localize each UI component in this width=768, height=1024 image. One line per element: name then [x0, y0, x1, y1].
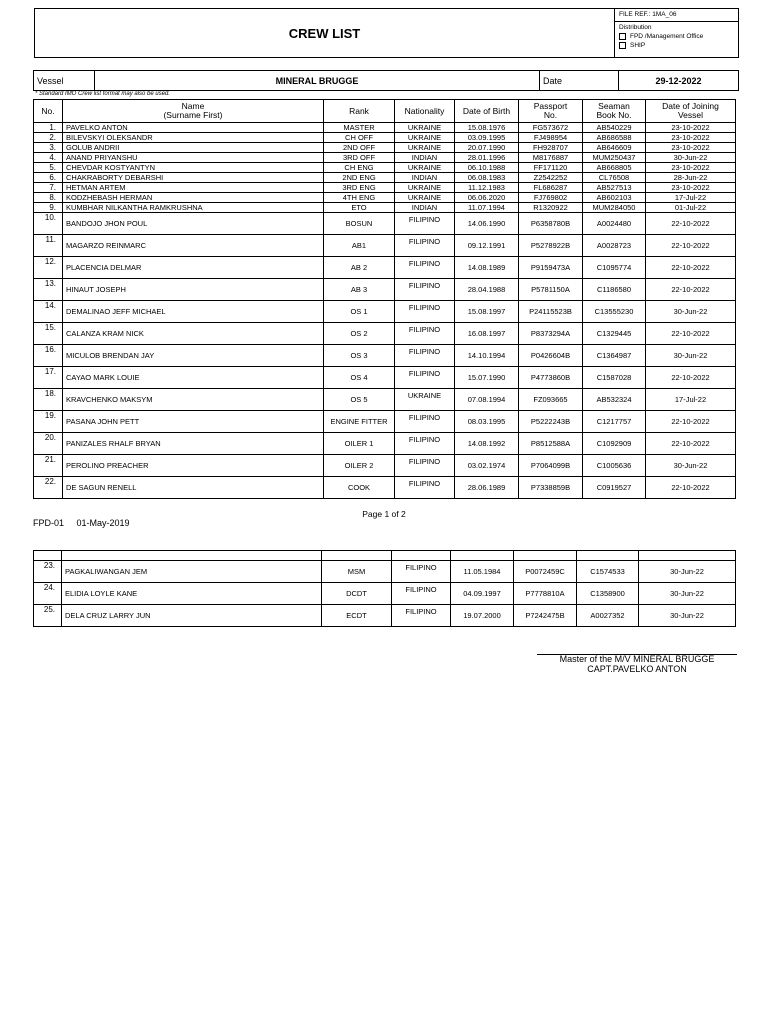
crew-name: KUMBHAR NILKANTHA RAMKRUSHNA: [63, 203, 324, 213]
checkbox-icon[interactable]: [619, 33, 626, 40]
crew-seaman-book: AB602103: [583, 193, 646, 203]
crew-passport: P0072459C: [514, 561, 577, 583]
crew-name: PASANA JOHN PETT: [63, 411, 324, 433]
crew-nationality: FILIPINO: [392, 583, 451, 605]
crew-seaman-book: AB540229: [583, 123, 646, 133]
crew-joining-date: 30-Jun-22: [646, 301, 736, 323]
crew-dob: 03.09.1995: [455, 133, 519, 143]
form-code: FPD-01: [33, 518, 65, 528]
table-row: [34, 235, 736, 257]
row-number: 14.: [34, 301, 63, 323]
file-ref: FILE REF.: 1MA_06: [615, 9, 739, 22]
crew-nationality: FILIPINO: [395, 345, 455, 367]
table-row: [34, 153, 736, 163]
crew-rank: 2ND OFF: [324, 143, 395, 153]
crew-nationality: INDIAN: [395, 153, 455, 163]
crew-rank: MASTER: [324, 123, 395, 133]
crew-dob: 19.07.2000: [451, 605, 514, 627]
crew-joining-date: 23-10-2022: [646, 163, 736, 173]
crew-nationality: FILIPINO: [395, 301, 455, 323]
crew-dob: 15.08.1997: [455, 301, 519, 323]
crew-dob: 16.08.1997: [455, 323, 519, 345]
imo-note: * Standard IMO Crew list format may also be used.: [35, 91, 171, 97]
date-value: 29-12-2022: [619, 71, 739, 91]
crew-passport: P4773860B: [519, 367, 583, 389]
crew-dob: 04.09.1997: [451, 583, 514, 605]
table-row: [34, 203, 736, 213]
crew-passport: P7064099B: [519, 455, 583, 477]
crew-dob: 03.02.1974: [455, 455, 519, 477]
crew-nationality: FILIPINO: [395, 213, 455, 235]
crew-name: BANDOJO JHON POUL: [63, 213, 324, 235]
crew-dob: 14.08.1989: [455, 257, 519, 279]
crew-seaman-book: C1587028: [583, 367, 646, 389]
table-row: [34, 163, 736, 173]
file-ref-box: [615, 9, 739, 57]
col-joining-date: Date of Joining Vessel: [646, 100, 736, 123]
crew-joining-date: 30-Jun-22: [646, 345, 736, 367]
document-header: [34, 8, 739, 58]
crew-dob: 15.07.1990: [455, 367, 519, 389]
distribution-option-fpd[interactable]: FPD /Management Office: [619, 33, 735, 42]
crew-dob: 06.10.1988: [455, 163, 519, 173]
table-row: [34, 143, 736, 153]
crew-seaman-book: A0027352: [577, 605, 639, 627]
crew-nationality: INDIAN: [395, 173, 455, 183]
crew-passport: R1320922: [519, 203, 583, 213]
row-number: 1.: [34, 123, 63, 133]
crew-passport: FH928707: [519, 143, 583, 153]
crew-passport: P0426604B: [519, 345, 583, 367]
crew-name: PANIZALES RHALF BRYAN: [63, 433, 324, 455]
crew-dob: 28.01.1996: [455, 153, 519, 163]
crew-name: ELIDIA LOYLE KANE: [62, 583, 322, 605]
crew-passport: P5278922B: [519, 235, 583, 257]
table-row: [34, 183, 736, 193]
crew-nationality: UKRAINE: [395, 389, 455, 411]
crew-joining-date: 22-10-2022: [646, 433, 736, 455]
crew-name: GOLUB ANDRII: [63, 143, 324, 153]
crew-name: DE SAGUN RENELL: [63, 477, 324, 499]
crew-seaman-book: C1005636: [583, 455, 646, 477]
crew-passport: FG573672: [519, 123, 583, 133]
crew-seaman-book: A0024480: [583, 213, 646, 235]
row-number: 23.: [34, 561, 62, 583]
crew-dob: 06.08.1983: [455, 173, 519, 183]
distribution-option-ship[interactable]: SHIP: [619, 42, 735, 51]
row-number: 21.: [34, 455, 63, 477]
table-row: [34, 389, 736, 411]
crew-joining-date: 22-10-2022: [646, 323, 736, 345]
table-row-blank: [34, 551, 736, 561]
crew-table-body-continued: [34, 551, 736, 627]
crew-joining-date: 22-10-2022: [646, 213, 736, 235]
crew-rank: ENGINE FITTER: [324, 411, 395, 433]
crew-nationality: FILIPINO: [395, 433, 455, 455]
crew-nationality: UKRAINE: [395, 163, 455, 173]
form-date: 01-May-2019: [76, 518, 130, 528]
signature-title: Master of the M/V MINERAL BRUGGE: [559, 654, 715, 664]
crew-passport: Z2542252: [519, 173, 583, 183]
row-number: 16.: [34, 345, 63, 367]
crew-seaman-book: AB527513: [583, 183, 646, 193]
crew-seaman-book: AB646609: [583, 143, 646, 153]
crew-seaman-book: C1358900: [577, 583, 639, 605]
crew-name: DELA CRUZ LARRY JUN: [62, 605, 322, 627]
table-row: [34, 455, 736, 477]
row-number: 5.: [34, 163, 63, 173]
date-label: Date: [540, 71, 619, 91]
crew-dob: 14.06.1990: [455, 213, 519, 235]
crew-seaman-book: C1574533: [577, 561, 639, 583]
crew-nationality: FILIPINO: [392, 605, 451, 627]
crew-name: HETMAN ARTEM: [63, 183, 324, 193]
crew-joining-date: 30-Jun-22: [646, 455, 736, 477]
crew-joining-date: 23-10-2022: [646, 143, 736, 153]
crew-joining-date: 30-Jun-22: [639, 561, 736, 583]
crew-dob: 28.04.1988: [455, 279, 519, 301]
table-row: [34, 257, 736, 279]
crew-rank: AB 2: [324, 257, 395, 279]
crew-dob: 09.12.1991: [455, 235, 519, 257]
crew-rank: MSM: [322, 561, 392, 583]
row-number: 6.: [34, 173, 63, 183]
row-number: 18.: [34, 389, 63, 411]
crew-seaman-book: CL76508: [583, 173, 646, 183]
table-row: [34, 477, 736, 499]
row-number: 7.: [34, 183, 63, 193]
row-number: 13.: [34, 279, 63, 301]
crew-rank: 3RD ENG: [324, 183, 395, 193]
col-rank: Rank: [324, 100, 395, 123]
crew-passport: P7242475B: [514, 605, 577, 627]
crew-seaman-book: AB668805: [583, 163, 646, 173]
crew-name: PAGKALIWANGAN JEM: [62, 561, 322, 583]
crew-joining-date: 22-10-2022: [646, 367, 736, 389]
table-row: [34, 433, 736, 455]
crew-name: MAGARZO REINMARC: [63, 235, 324, 257]
crew-dob: 14.08.1992: [455, 433, 519, 455]
row-number: 8.: [34, 193, 63, 203]
crew-name: PAVELKO ANTON: [63, 123, 324, 133]
crew-nationality: UKRAINE: [395, 143, 455, 153]
crew-nationality: UKRAINE: [395, 123, 455, 133]
table-row: [34, 605, 736, 627]
crew-seaman-book: C1095774: [583, 257, 646, 279]
table-row: [34, 213, 736, 235]
crew-dob: 07.08.1994: [455, 389, 519, 411]
crew-seaman-book: C1364987: [583, 345, 646, 367]
crew-table-body: [34, 123, 736, 499]
crew-joining-date: 23-10-2022: [646, 133, 736, 143]
crew-joining-date: 22-10-2022: [646, 279, 736, 301]
crew-nationality: FILIPINO: [395, 367, 455, 389]
crew-nationality: FILIPINO: [395, 235, 455, 257]
crew-passport: FF171120: [519, 163, 583, 173]
crew-nationality: FILIPINO: [395, 455, 455, 477]
col-no: No.: [34, 100, 63, 123]
crew-joining-date: 30-Jun-22: [639, 605, 736, 627]
crew-rank: ECDT: [322, 605, 392, 627]
crew-nationality: FILIPINO: [395, 257, 455, 279]
crew-table: [33, 99, 736, 499]
crew-nationality: UKRAINE: [395, 133, 455, 143]
crew-name: DEMALINAO JEFF MICHAEL: [63, 301, 324, 323]
crew-rank: COOK: [324, 477, 395, 499]
crew-passport: P9159473A: [519, 257, 583, 279]
crew-rank: OS 2: [324, 323, 395, 345]
crew-dob: 11.05.1984: [451, 561, 514, 583]
crew-seaman-book: C1186580: [583, 279, 646, 301]
page-number: Page 1 of 2: [362, 509, 406, 519]
row-number: 22.: [34, 477, 63, 499]
crew-name: KRAVCHENKO MAKSYM: [63, 389, 324, 411]
checkbox-icon[interactable]: [619, 42, 626, 49]
crew-seaman-book: AB686588: [583, 133, 646, 143]
crew-rank: 4TH ENG: [324, 193, 395, 203]
crew-rank: OS 1: [324, 301, 395, 323]
crew-dob: 08.03.1995: [455, 411, 519, 433]
crew-passport: P8373294A: [519, 323, 583, 345]
crew-nationality: FILIPINO: [392, 561, 451, 583]
crew-name: HINAUT JOSEPH: [63, 279, 324, 301]
row-number: 12.: [34, 257, 63, 279]
signature-block: [537, 654, 737, 675]
crew-joining-date: 01-Jul-22: [646, 203, 736, 213]
table-row: [34, 561, 736, 583]
crew-rank: AB 3: [324, 279, 395, 301]
vessel-info-row: [33, 70, 739, 91]
crew-rank: BOSUN: [324, 213, 395, 235]
crew-nationality: FILIPINO: [395, 279, 455, 301]
row-number: 3.: [34, 143, 63, 153]
table-row: [34, 583, 736, 605]
table-row: [34, 301, 736, 323]
crew-joining-date: 23-10-2022: [646, 183, 736, 193]
crew-seaman-book: C13555230: [583, 301, 646, 323]
crew-nationality: UKRAINE: [395, 183, 455, 193]
crew-rank: OILER 2: [324, 455, 395, 477]
crew-nationality: FILIPINO: [395, 323, 455, 345]
table-row: [34, 411, 736, 433]
crew-passport: FL686287: [519, 183, 583, 193]
crew-name: CAYAO MARK LOUIE: [63, 367, 324, 389]
row-number: 24.: [34, 583, 62, 605]
row-number: 19.: [34, 411, 63, 433]
col-passport: Passport No.: [519, 100, 583, 123]
crew-rank: CH ENG: [324, 163, 395, 173]
crew-rank: 3RD OFF: [324, 153, 395, 163]
table-row: [34, 123, 736, 133]
crew-nationality: FILIPINO: [395, 477, 455, 499]
form-footer: [33, 518, 140, 528]
crew-seaman-book: MUM250437: [583, 153, 646, 163]
crew-joining-date: 22-10-2022: [646, 257, 736, 279]
crew-rank: AB1: [324, 235, 395, 257]
crew-rank: CH OFF: [324, 133, 395, 143]
crew-nationality: INDIAN: [395, 203, 455, 213]
crew-joining-date: 22-10-2022: [646, 477, 736, 499]
crew-seaman-book: C1329445: [583, 323, 646, 345]
crew-dob: 14.10.1994: [455, 345, 519, 367]
row-number: 2.: [34, 133, 63, 143]
crew-seaman-book: MUM284050: [583, 203, 646, 213]
crew-passport: P6358780B: [519, 213, 583, 235]
row-number: 9.: [34, 203, 63, 213]
crew-passport: P5781150A: [519, 279, 583, 301]
table-row: [34, 367, 736, 389]
table-row: [34, 345, 736, 367]
crew-joining-date: 17-Jul-22: [646, 389, 736, 411]
crew-dob: 28.06.1989: [455, 477, 519, 499]
crew-passport: M8176887: [519, 153, 583, 163]
crew-passport: FZ093665: [519, 389, 583, 411]
row-number: 25.: [34, 605, 62, 627]
crew-joining-date: 23-10-2022: [646, 123, 736, 133]
crew-dob: 20.07.1990: [455, 143, 519, 153]
crew-rank: ETO: [324, 203, 395, 213]
row-number: 17.: [34, 367, 63, 389]
crew-nationality: FILIPINO: [395, 411, 455, 433]
crew-dob: 11.07.1994: [455, 203, 519, 213]
crew-rank: OS 5: [324, 389, 395, 411]
crew-name: PLACENCIA DELMAR: [63, 257, 324, 279]
crew-name: CHAKRABORTY DEBARSHI: [63, 173, 324, 183]
table-row: [34, 279, 736, 301]
table-row: [34, 323, 736, 345]
crew-dob: 15.08.1976: [455, 123, 519, 133]
crew-passport: P5222243B: [519, 411, 583, 433]
document-title: CREW LIST: [35, 9, 615, 57]
crew-joining-date: 28-Jun-22: [646, 173, 736, 183]
crew-name: PEROLINO PREACHER: [63, 455, 324, 477]
crew-rank: 2ND ENG: [324, 173, 395, 183]
crew-dob: 06.06.2020: [455, 193, 519, 203]
crew-joining-date: 22-10-2022: [646, 235, 736, 257]
crew-passport: FJ769802: [519, 193, 583, 203]
crew-seaman-book: C1217757: [583, 411, 646, 433]
crew-seaman-book: AB532324: [583, 389, 646, 411]
crew-rank: OS 3: [324, 345, 395, 367]
crew-name: ANAND PRIYANSHU: [63, 153, 324, 163]
row-number: 20.: [34, 433, 63, 455]
table-row: [34, 133, 736, 143]
crew-joining-date: 30-Jun-22: [639, 583, 736, 605]
row-number: 10.: [34, 213, 63, 235]
col-dob: Date of Birth: [455, 100, 519, 123]
crew-passport: P24115523B: [519, 301, 583, 323]
crew-nationality: UKRAINE: [395, 193, 455, 203]
col-nationality: Nationality: [395, 100, 455, 123]
crew-name: KODZHEBASH HERMAN: [63, 193, 324, 203]
crew-seaman-book: C0919527: [583, 477, 646, 499]
crew-name: BILEVSKYI OLEKSANDR: [63, 133, 324, 143]
col-name: Name (Surname First): [63, 100, 324, 123]
crew-name: MICULOB BRENDAN JAY: [63, 345, 324, 367]
table-row: [34, 193, 736, 203]
crew-rank: OS 4: [324, 367, 395, 389]
crew-name: CHEVDAR KOSTYANTYN: [63, 163, 324, 173]
crew-passport: P8512588A: [519, 433, 583, 455]
crew-dob: 11.12.1983: [455, 183, 519, 193]
distribution-label: Distribution: [619, 23, 652, 31]
crew-passport: P7778810A: [514, 583, 577, 605]
crew-joining-date: 30-Jun-22: [646, 153, 736, 163]
crew-passport: P7338859B: [519, 477, 583, 499]
crew-rank: DCDT: [322, 583, 392, 605]
crew-joining-date: 22-10-2022: [646, 411, 736, 433]
crew-table-continued: [33, 550, 736, 627]
vessel-name: MINERAL BRUGGE: [95, 71, 540, 91]
crew-passport: FJ498954: [519, 133, 583, 143]
crew-seaman-book: C1092909: [583, 433, 646, 455]
crew-seaman-book: A0028723: [583, 235, 646, 257]
crew-name: CALANZA KRAM NICK: [63, 323, 324, 345]
row-number: 15.: [34, 323, 63, 345]
row-number: 4.: [34, 153, 63, 163]
table-row: [34, 173, 736, 183]
vessel-label: Vessel: [34, 71, 95, 91]
signature-name: CAPT.PAVELKO ANTON: [587, 664, 687, 675]
crew-joining-date: 17-Jul-22: [646, 193, 736, 203]
col-seaman-book: Seaman Book No.: [583, 100, 646, 123]
crew-rank: OILER 1: [324, 433, 395, 455]
row-number: 11.: [34, 235, 63, 257]
crew-table-header: [34, 100, 736, 123]
